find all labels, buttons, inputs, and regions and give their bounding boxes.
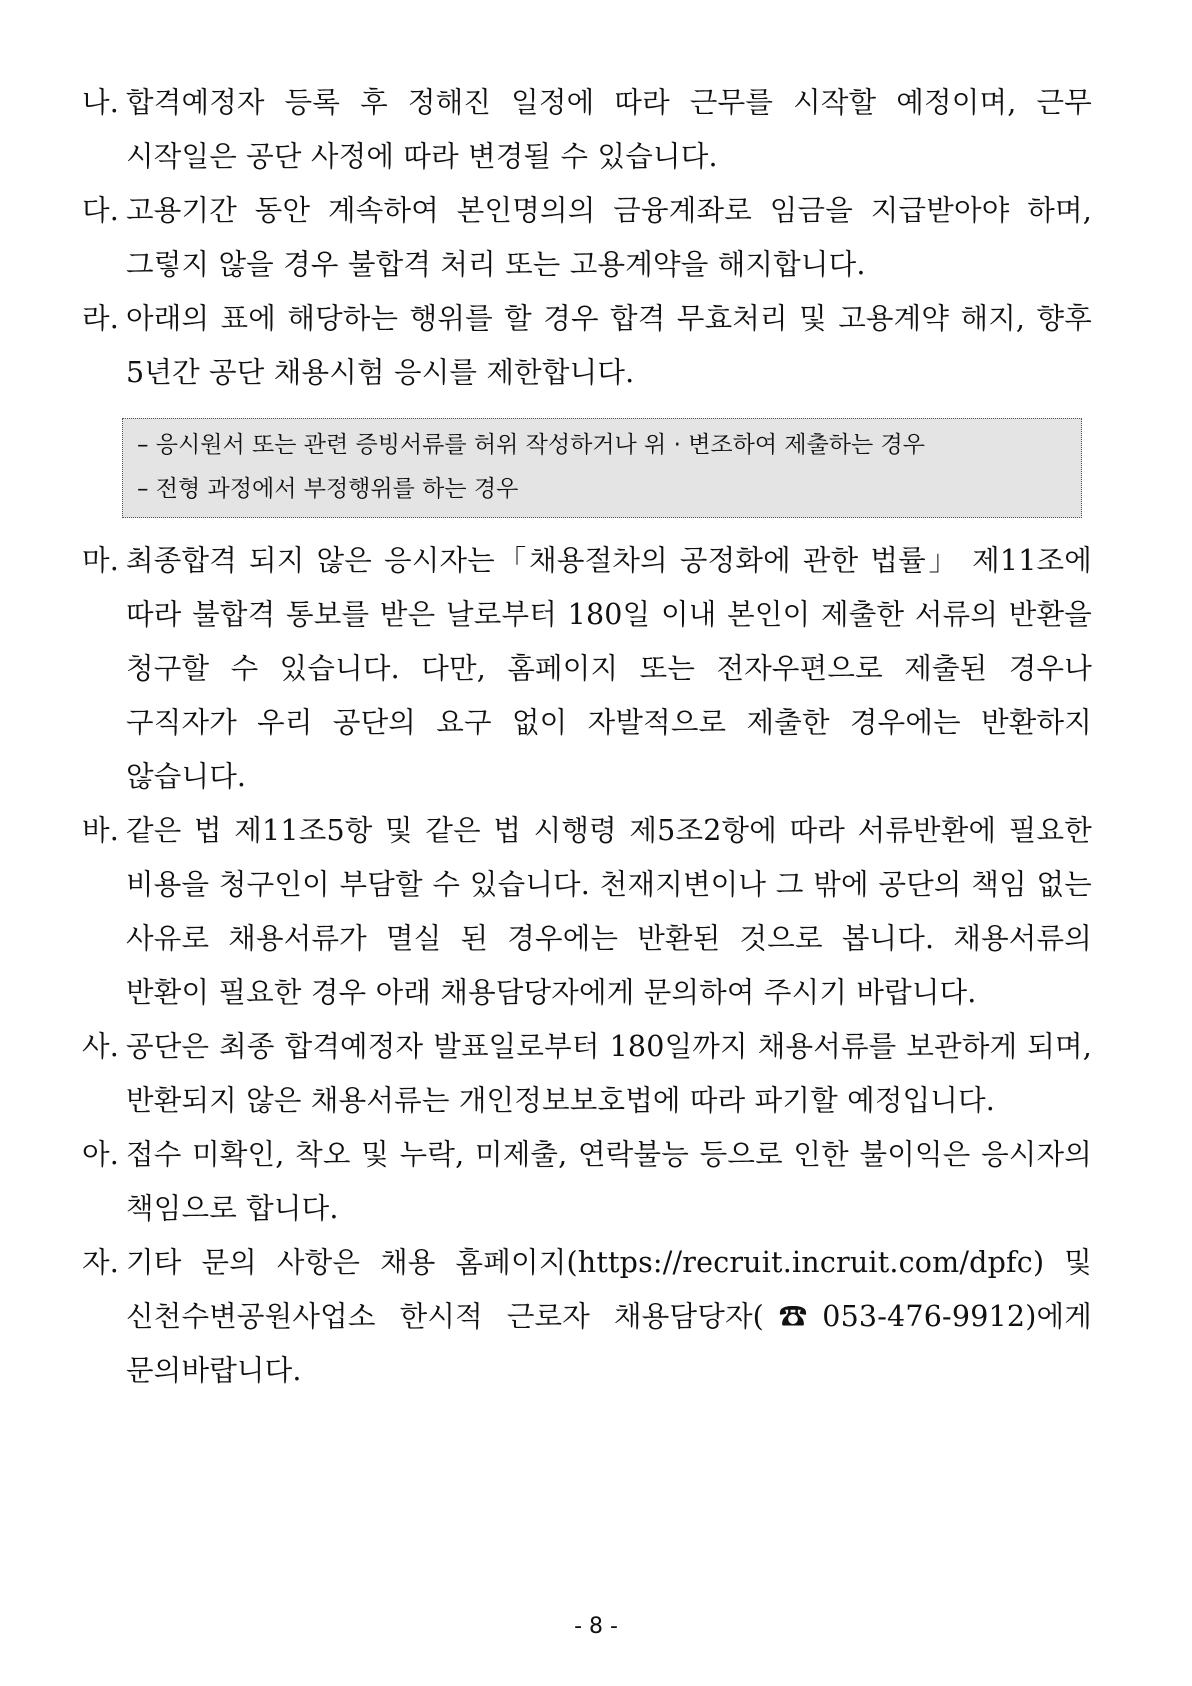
item-marker: 마. [82,544,119,577]
list-item [82,1020,1092,1128]
item-text: 접수 미확인, 착오 및 누락, 미제출, 연락불능 등으로 인한 불이익은 응시자의 책임으로 합니다. [126,1138,1092,1225]
item-marker: 사. [82,1030,119,1063]
note-line: – 응시원서 또는 관련 증빙서류를 허위 작성하거나 위 · 변조하여 제출하는 경우 [137,432,925,458]
item-marker: 라. [82,302,119,335]
item-marker: 자. [82,1246,119,1279]
notice-list [82,76,1092,1398]
item-marker: 아. [82,1138,119,1171]
item-text: 아래의 표에 해당하는 행위를 할 경우 합격 무효처리 및 고용계약 해지, 향후 5년간 공단 채용시험 응시를 제한합니다. [126,302,1092,389]
item-text: 기타 문의 사항은 채용 홈페이지(https://recruit.incruit.com/dpfc) 및 신천수변공원사업소 한시적 근로자 채용담당자(☎053-476-9912)에게 문의바랍니다. [126,1246,1092,1387]
item-text: 합격예정자 등록 후 정해진 일정에 따라 근무를 시작할 예정이며, 근무 시작일은 공단 사정에 따라 변경될 수 있습니다. [126,86,1092,173]
item-text: 고용기간 동안 계속하여 본인명의의 금융계좌로 임금을 지급받아야 하며, 그렇지 않을 경우 불합격 처리 또는 고용계약을 해지합니다. [126,194,1092,281]
item-text: 같은 법 제11조5항 및 같은 법 시행령 제5조2항에 따라 서류반환에 필요한 비용을 청구인이 부담할 수 있습니다. 천재지변이나 그 밖에 공단의 책임 없는 사유로 채용서류가 멸실 된 경우에는 반환된 것으로 봅니다. 채용서류의 반환이 필요한 경우 아래 채용담당자에게 문의하여 주시기 바랍니다. [126,814,1092,1009]
note-box-wrapper [82,400,1092,534]
list-item [82,292,1092,400]
note-box [122,418,1082,518]
item-text: 공단은 최종 합격예정자 발표일로부터 180일까지 채용서류를 보관하게 되며, 반환되지 않은 채용서류는 개인정보보호법에 따라 파기할 예정입니다. [126,1030,1092,1117]
item-text: 최종합격 되지 않은 응시자는「채용절차의 공정화에 관한 법률」 제11조에 따라 불합격 통보를 받은 날로부터 180일 이내 본인이 제출한 서류의 반환을 청구할 수 있습니다. 다만, 홈페이지 또는 전자우편으로 제출된 경우나 구직자가 우리 공단의 요구 없이 자발적으로 제출한 경우에는 반환하지 않습니다. [126,544,1092,793]
item-marker: 바. [82,814,119,847]
list-item [82,1128,1092,1236]
item-marker: 다. [82,194,119,227]
list-item [82,1236,1092,1398]
item-marker: 나. [82,86,119,119]
list-item [82,534,1092,804]
list-item [82,184,1092,292]
list-item [82,76,1092,184]
list-item [82,804,1092,1020]
page-number: - 8 - [574,1614,618,1639]
note-line: – 전형 과정에서 부정행위를 하는 경우 [137,476,519,502]
